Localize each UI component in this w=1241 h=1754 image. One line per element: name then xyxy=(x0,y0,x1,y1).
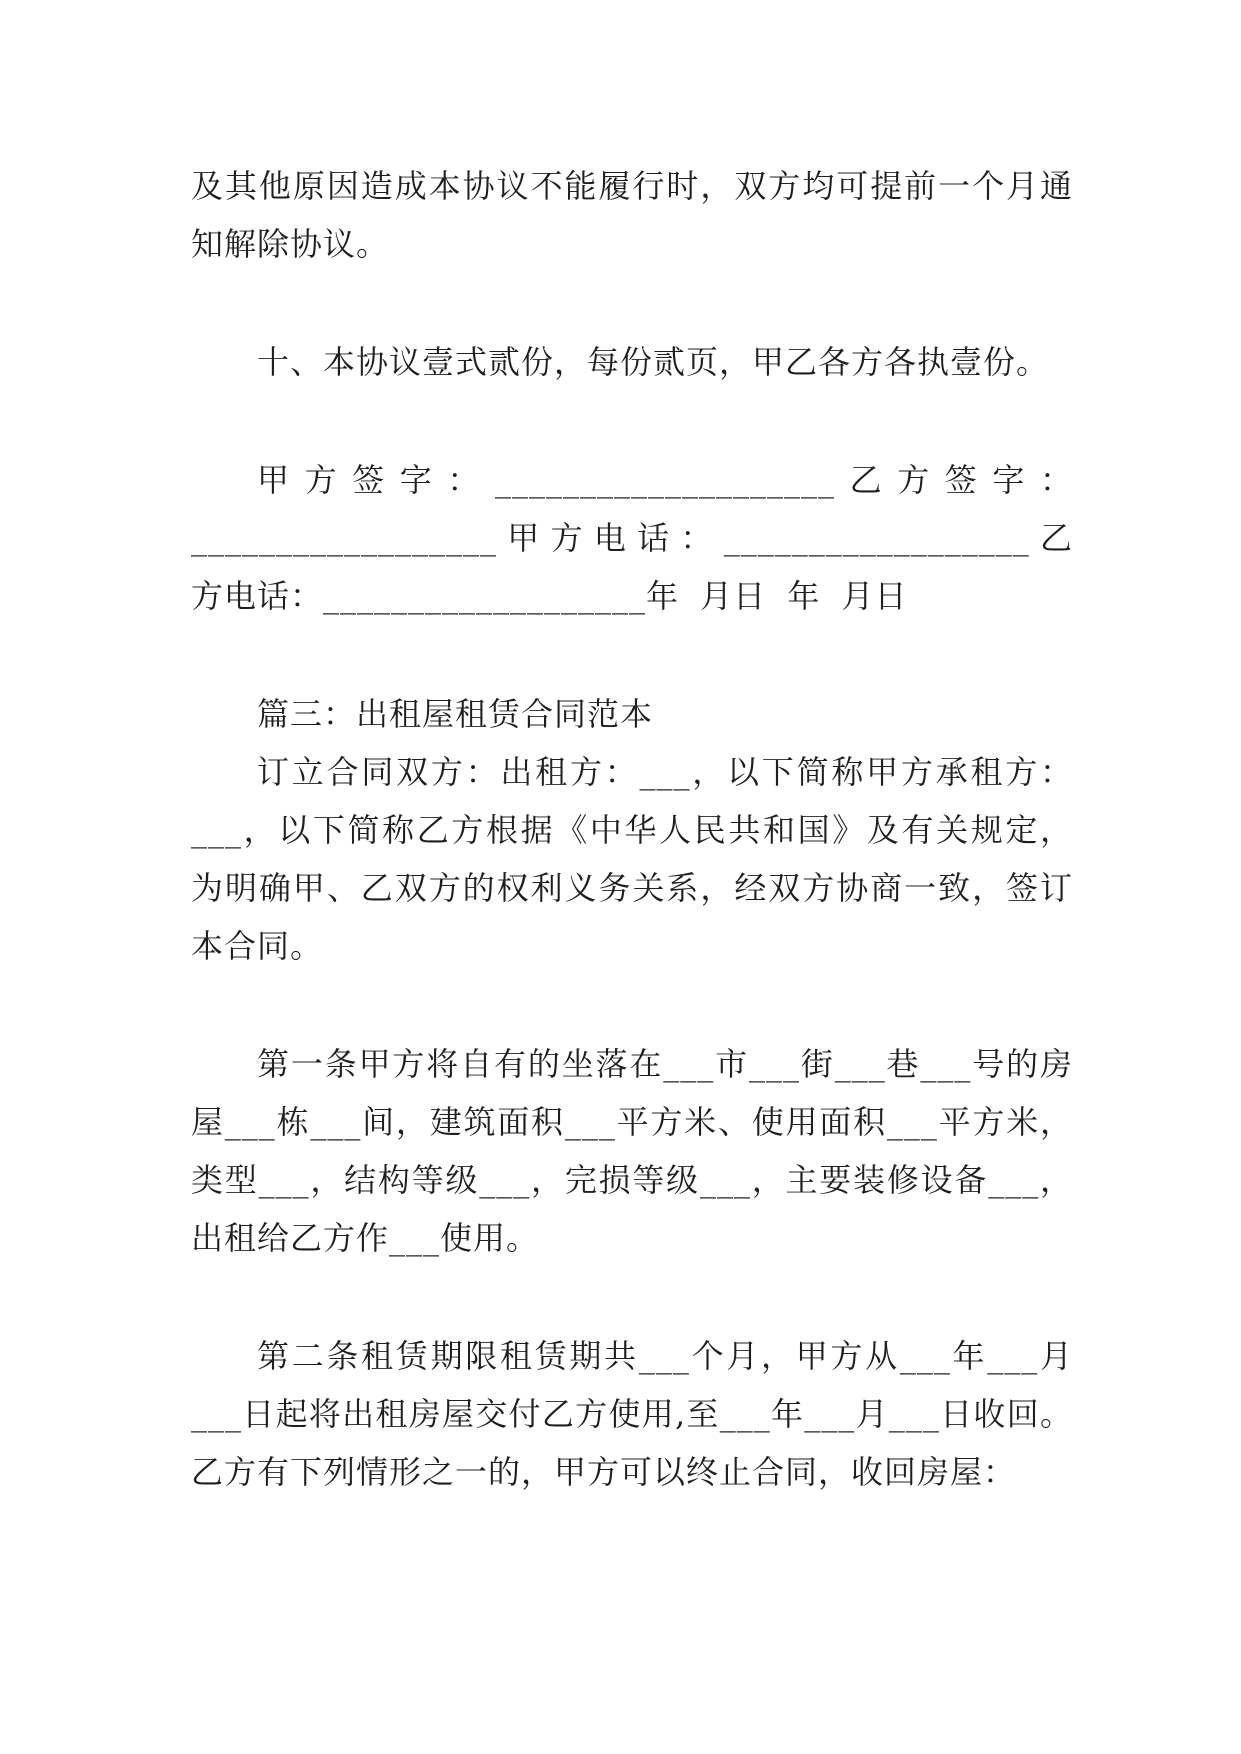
text-line: ___，以下简称乙方根据《中华人民共和国》及有关规定， xyxy=(191,811,1073,849)
text-line: 订立合同双方：出租方：___，以下简称甲方承租方： xyxy=(257,753,1073,791)
section-heading: 篇三：出租屋租赁合同范本 xyxy=(257,695,654,733)
text-line: 第一条甲方将自有的坐落在___市___街___巷___号的房 xyxy=(257,1045,1073,1083)
text-line: 乙方有下列情形之一的，甲方可以终止合同，收回房屋： xyxy=(191,1453,1017,1491)
text-line: 为明确甲、乙双方的权利义务关系，经双方协商一致，签订 xyxy=(191,869,1073,907)
section-title xyxy=(191,685,1073,743)
text-line: 知解除协议。 xyxy=(191,225,390,263)
signature-line-party-a-b: 甲方签字：____________________乙方签字： xyxy=(257,461,1073,499)
paragraph-article-one xyxy=(191,1035,1073,1267)
text-line: 出租给乙方作___使用。 xyxy=(191,1219,540,1257)
text-line: 十、本协议壹式贰份，每份贰页，甲乙各方各执壹份。 xyxy=(257,343,1050,381)
signature-line-phone: __________________甲方电话：__________________乙 xyxy=(191,519,1073,557)
paragraph-clause-ten xyxy=(191,333,1073,391)
paragraph-continuation xyxy=(191,157,1073,273)
text-line: 本合同。 xyxy=(191,927,324,965)
paragraph-intro xyxy=(191,743,1073,975)
text-line: 及其他原因造成本协议不能履行时，双方均可提前一个月通 xyxy=(191,167,1073,205)
text-line: 类型___，结构等级___，完损等级___，主要装修设备___， xyxy=(191,1161,1073,1199)
text-line: 屋___栋___间，建筑面积___平方米、使用面积___平方米， xyxy=(191,1103,1073,1141)
signature-block xyxy=(191,451,1073,625)
paragraph-article-two xyxy=(191,1327,1073,1501)
text-line: ___日起将出租房屋交付乙方使用,至___年___月___日收回。 xyxy=(191,1395,1073,1433)
text-line: 第二条租赁期限租赁期共___个月，甲方从___年___月 xyxy=(257,1337,1073,1375)
signature-line-date: 方电话：___________________年 月日 年 月日 xyxy=(191,577,908,615)
